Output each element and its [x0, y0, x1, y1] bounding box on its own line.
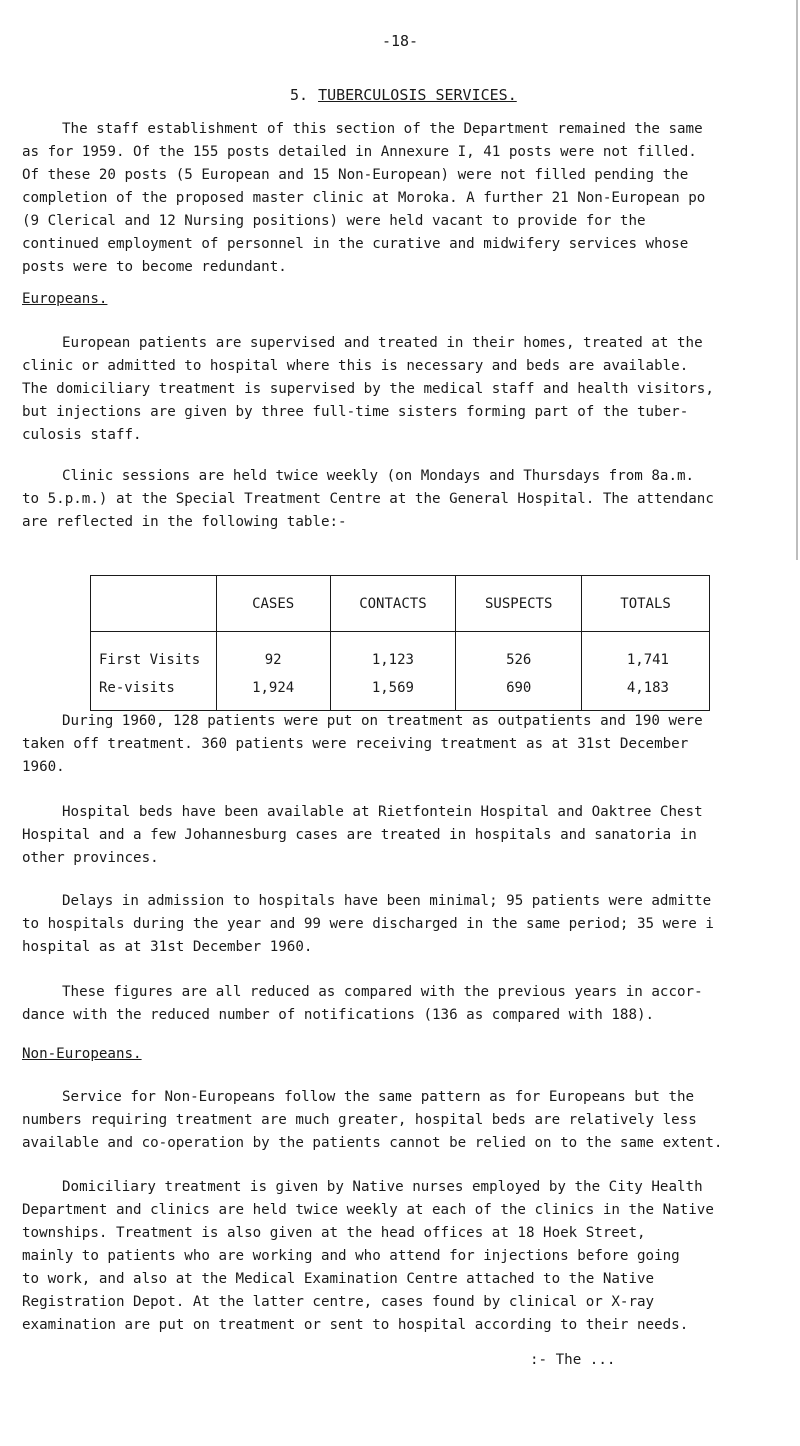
row-label: Re-visits: [91, 674, 217, 711]
text-line: examination are put on treatment or sent to hospital according to their needs.: [22, 1317, 689, 1333]
non-europeans-paragraph-2: [22, 1176, 798, 1337]
europeans-paragraph-1: [22, 332, 798, 447]
section-number: 5.: [290, 86, 309, 104]
continuation-footer: :- The ...: [530, 1352, 616, 1368]
cell-contacts: 1,123: [330, 632, 456, 675]
text-line: posts were to become redundant.: [22, 259, 287, 275]
cell-cases: 92: [216, 632, 330, 675]
text-line: culosis staff.: [22, 427, 142, 443]
text-line: Hospital and a few Johannesburg cases are treated in hospitals and sanatoria in: [22, 827, 697, 843]
text-line: available and co-operation by the patients cannot be relied on to the same extent.: [22, 1135, 723, 1151]
section-title: TUBERCULOSIS SERVICES.: [318, 86, 517, 104]
text-line: as for 1959. Of the 155 posts detailed in Annexure I, 41 posts were not filled.: [22, 144, 697, 160]
text-line: Clinic sessions are held twice weekly (on Mondays and Thursdays from 8a.m.: [62, 468, 695, 484]
text-line: to 5.p.m.) at the Special Treatment Centre at the General Hospital. The attendanc: [22, 491, 714, 507]
text-line: Domiciliary treatment is given by Native nurses employed by the City Health: [62, 1179, 703, 1195]
text-line: other provinces.: [22, 850, 159, 866]
text-line: taken off treatment. 360 patients were receiving treatment as at 31st December: [22, 736, 689, 752]
table-row: [91, 632, 710, 675]
delays-paragraph: [22, 890, 798, 959]
cell-cases: 1,924: [216, 674, 330, 711]
text-line: dance with the reduced number of notifications (136 as compared with 188).: [22, 1007, 655, 1023]
figures-paragraph: [22, 981, 798, 1027]
cell-suspects: 526: [456, 632, 582, 675]
header-contacts: CONTACTS: [330, 576, 456, 632]
cell-suspects: 690: [456, 674, 582, 711]
text-line: Department and clinics are held twice weekly at each of the clinics in the Native: [22, 1202, 714, 1218]
text-line: Registration Depot. At the latter centre, cases found by clinical or X-ray: [22, 1294, 655, 1310]
non-europeans-heading: Non-Europeans.: [22, 1046, 142, 1062]
header-totals: TOTALS: [582, 576, 710, 632]
header-cases: CASES: [216, 576, 330, 632]
europeans-paragraph-2: [22, 465, 798, 534]
cell-contacts: 1,569: [330, 674, 456, 711]
text-line: to hospitals during the year and 99 were discharged in the same period; 35 were i: [22, 916, 714, 932]
hospital-beds-paragraph: [22, 801, 798, 870]
page-number: -18-: [381, 32, 419, 50]
intro-paragraph: [22, 118, 798, 279]
header-suspects: SUSPECTS: [456, 576, 582, 632]
text-line: mainly to patients who are working and who attend for injections before going: [22, 1248, 680, 1264]
text-line: The domiciliary treatment is supervised by the medical staff and health visitors,: [22, 381, 714, 397]
text-line: During 1960, 128 patients were put on treatment as outpatients and 190 were: [62, 713, 703, 729]
europeans-heading: Europeans.: [22, 291, 108, 307]
text-line: clinic or admitted to hospital where this is necessary and beds are available.: [22, 358, 689, 374]
header-blank: [91, 576, 217, 632]
text-line: Of these 20 posts (5 European and 15 Non-European) were not filled pending the: [22, 167, 689, 183]
text-line: completion of the proposed master clinic at Moroka. A further 21 Non-European po: [22, 190, 706, 206]
text-line: continued employment of personnel in the curative and midwifery services whose: [22, 236, 689, 252]
table-header-row: [91, 576, 710, 632]
cell-totals: 4,183: [582, 674, 710, 711]
text-line: (9 Clerical and 12 Nursing positions) were held vacant to provide for the: [22, 213, 646, 229]
row-label: First Visits: [91, 632, 217, 675]
text-line: but injections are given by three full-time sisters forming part of the tuber-: [22, 404, 689, 420]
text-line: townships. Treatment is also given at the head offices at 18 Hoek Street,: [22, 1225, 646, 1241]
non-europeans-paragraph-1: [22, 1086, 798, 1155]
text-line: to work, and also at the Medical Examination Centre attached to the Native: [22, 1271, 655, 1287]
cell-totals: 1,741: [582, 632, 710, 675]
text-line: The staff establishment of this section of the Department remained the same: [62, 121, 703, 137]
text-line: numbers requiring treatment are much greater, hospital beds are relatively less: [22, 1112, 697, 1128]
text-line: These figures are all reduced as compared with the previous years in accor-: [62, 984, 703, 1000]
text-line: Service for Non-Europeans follow the same pattern as for Europeans but the: [62, 1089, 695, 1105]
attendance-table: [90, 575, 710, 711]
text-line: are reflected in the following table:-: [22, 514, 347, 530]
text-line: European patients are supervised and treated in their homes, treated at the: [62, 335, 703, 351]
text-line: Hospital beds have been available at Rietfontein Hospital and Oaktree Chest: [62, 804, 703, 820]
section-heading: [290, 86, 517, 104]
text-line: hospital as at 31st December 1960.: [22, 939, 313, 955]
treatment-paragraph: [22, 710, 798, 779]
text-line: 1960.: [22, 759, 65, 775]
text-line: Delays in admission to hospitals have been minimal; 95 patients were admitte: [62, 893, 712, 909]
table-row: [91, 674, 710, 711]
